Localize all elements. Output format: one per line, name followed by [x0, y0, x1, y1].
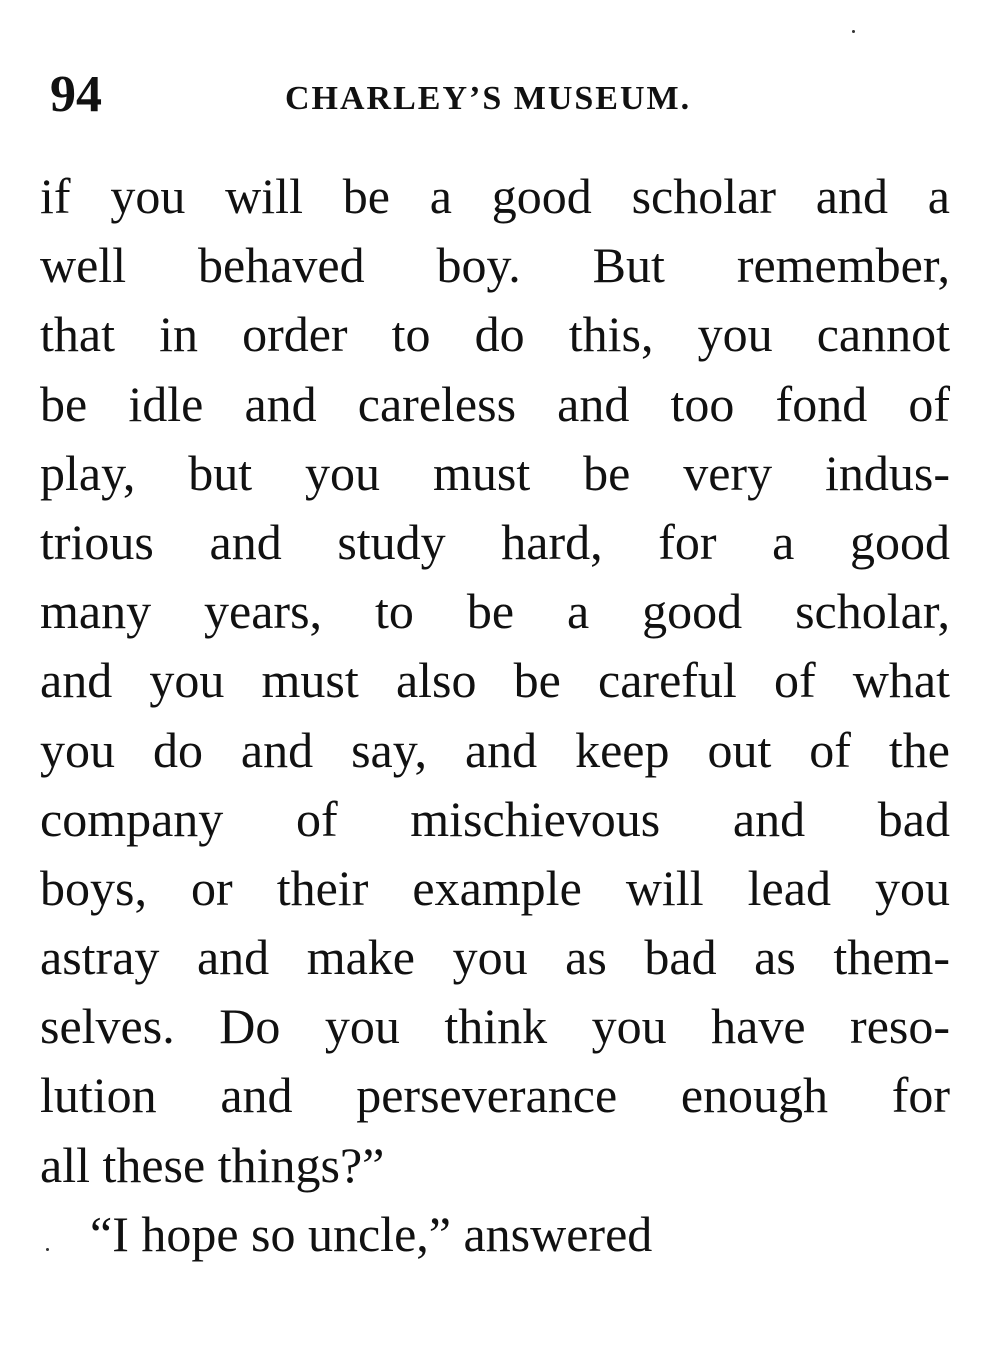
text-line: play, but you must be very indus- [40, 444, 950, 501]
text-line: if you will be a good scholar and a [40, 168, 950, 224]
text-line: you do and say, and keep out of the [40, 721, 950, 778]
print-speck [852, 30, 855, 33]
text-line: trious and study hard, for a good [40, 513, 950, 570]
text-line: all these things?” [40, 1136, 385, 1193]
running-title: CHARLEY’S MUSEUM. [285, 80, 692, 117]
text-line: “I hope so uncle,” answered [90, 1205, 653, 1262]
body-text [40, 162, 950, 1269]
text-line: selves. Do you think you have reso- [40, 998, 950, 1055]
text-line: that in order to do this, you cannot [40, 306, 950, 363]
text-line: and you must also be careful of what [40, 652, 950, 709]
print-speck [46, 1248, 49, 1251]
text-line: boys, or their example will lead you [40, 859, 950, 916]
page-header [50, 60, 950, 130]
text-line: many years, to be a good scholar, [40, 583, 950, 640]
text-line: be idle and careless and too fond of [40, 375, 950, 432]
text-line: lution and perseverance enough for [40, 1067, 950, 1124]
text-line: company of mischievous and bad [40, 790, 950, 847]
page-number: 94 [50, 66, 102, 123]
text-line: astray and make you as bad as them- [40, 929, 950, 986]
text-line: well behaved boy. But remember, [40, 237, 950, 294]
